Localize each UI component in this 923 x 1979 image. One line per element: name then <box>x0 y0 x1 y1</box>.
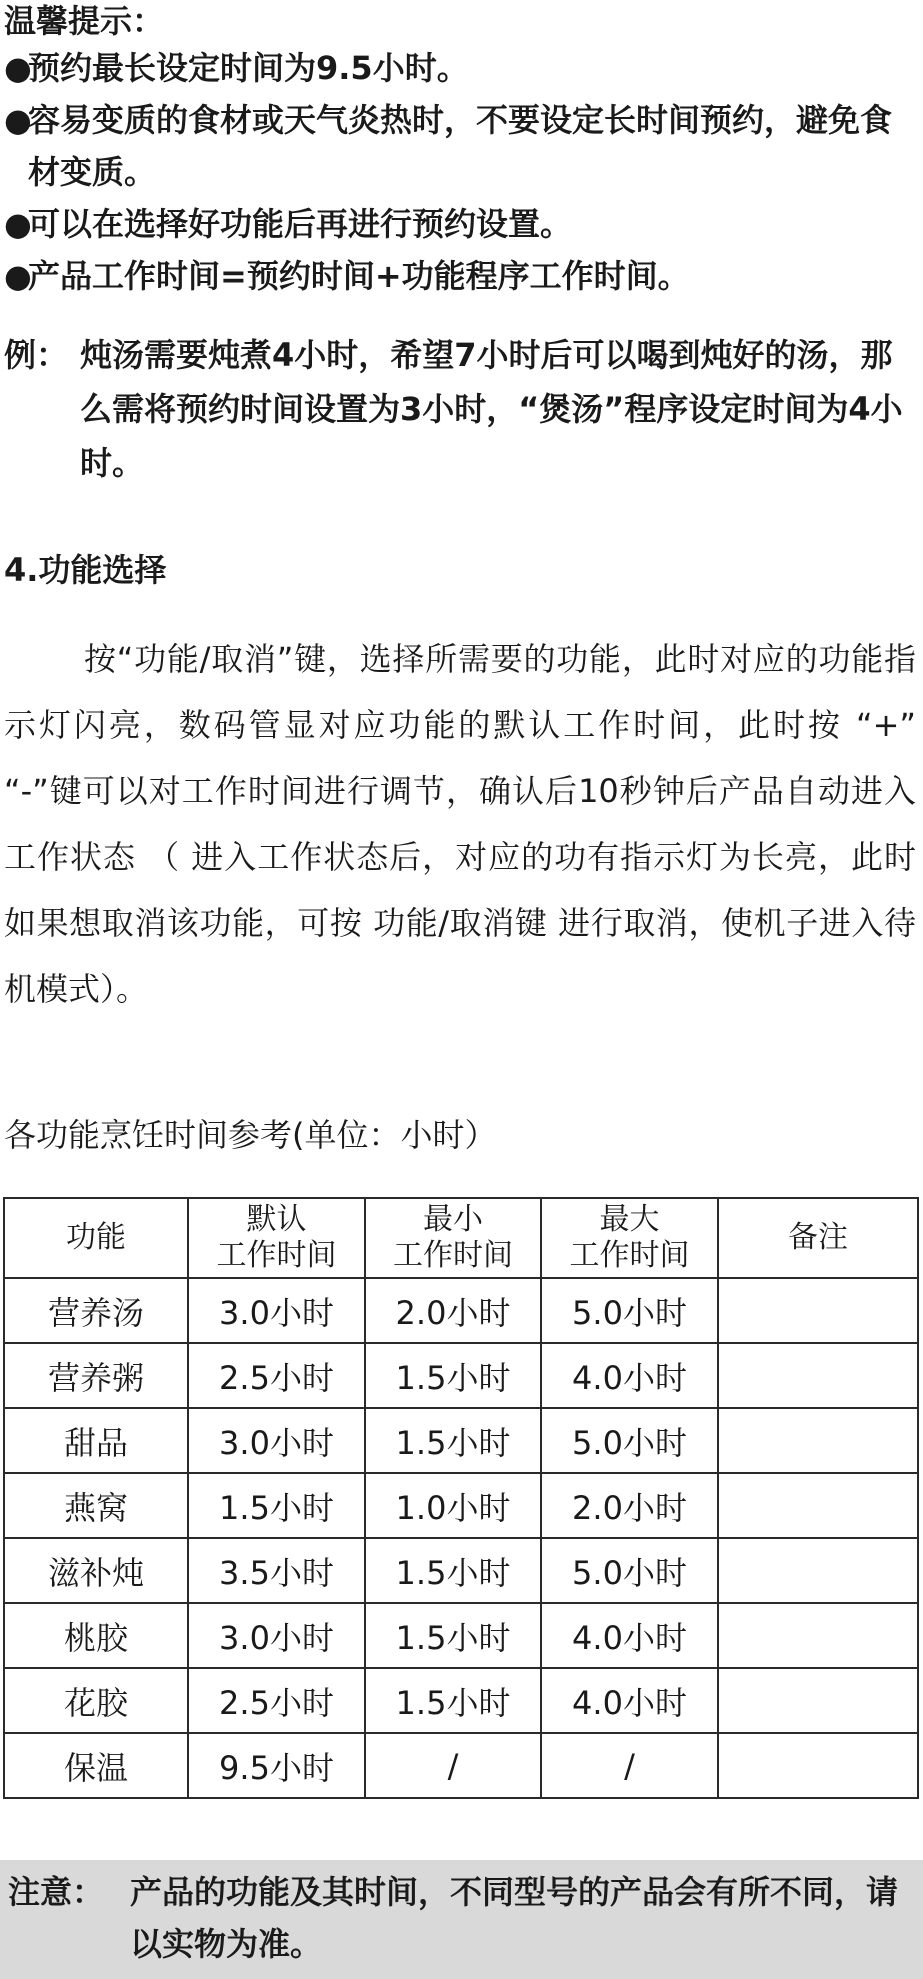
cell-default: 9.5小时 <box>188 1733 365 1798</box>
tip-text: 产品工作时间=预约时间+功能程序工作时间。 <box>28 257 690 295</box>
tip-item <box>4 198 919 250</box>
cell-min: / <box>365 1733 541 1798</box>
tips-title: 温馨提示： <box>4 2 165 40</box>
table-row <box>4 1408 918 1473</box>
header-min-time: 最小 工作时间 <box>365 1198 541 1278</box>
cell-default: 3.0小时 <box>188 1278 365 1343</box>
note-label: 注意： <box>8 1873 105 1911</box>
table-row <box>4 1538 918 1603</box>
tip-item <box>4 42 919 94</box>
cell-max: 5.0小时 <box>541 1538 718 1603</box>
cell-remark <box>718 1538 918 1603</box>
tip-text: 预约最长设定时间为9.5小时。 <box>28 49 469 87</box>
cell-function: 花胶 <box>4 1668 188 1733</box>
cell-function: 营养汤 <box>4 1278 188 1343</box>
cell-remark <box>718 1733 918 1798</box>
cell-min: 1.5小时 <box>365 1603 541 1668</box>
cell-min: 1.5小时 <box>365 1408 541 1473</box>
cell-max: 4.0小时 <box>541 1603 718 1668</box>
table-row <box>4 1278 918 1343</box>
cooking-time-table <box>3 1197 919 1799</box>
bullet-icon: ● <box>4 101 32 139</box>
bullet-icon: ● <box>4 205 32 243</box>
table-row <box>4 1603 918 1668</box>
cell-default: 2.5小时 <box>188 1668 365 1733</box>
cell-default: 3.5小时 <box>188 1538 365 1603</box>
table-row <box>4 1343 918 1408</box>
cell-default: 3.0小时 <box>188 1408 365 1473</box>
tips-block <box>4 0 919 302</box>
section-heading: 4.功能选择 <box>4 551 167 589</box>
cell-function: 营养粥 <box>4 1343 188 1408</box>
cell-remark <box>718 1278 918 1343</box>
cell-function: 甜品 <box>4 1408 188 1473</box>
cell-max: 2.0小时 <box>541 1473 718 1538</box>
tip-item <box>4 250 919 302</box>
cell-remark <box>718 1408 918 1473</box>
cell-remark <box>718 1473 918 1538</box>
table-row <box>4 1733 918 1798</box>
cell-remark <box>718 1603 918 1668</box>
cell-min: 1.5小时 <box>365 1538 541 1603</box>
tip-text: 容易变质的食材或天气炎热时，不要设定长时间预约，避免食材变质。 <box>28 101 893 191</box>
cell-min: 1.5小时 <box>365 1668 541 1733</box>
cell-max: 5.0小时 <box>541 1278 718 1343</box>
cell-default: 3.0小时 <box>188 1603 365 1668</box>
table-caption: 各功能烹饪时间参考(单位：小时） <box>4 1116 497 1154</box>
table-row <box>4 1473 918 1538</box>
cell-min: 1.0小时 <box>365 1473 541 1538</box>
section-description: 按“功能/取消”键，选择所需要的功能，此时对应的功能指示灯闪亮，数码管显对应功能的默认工作时间，此时按 “+” “-”键可以对工作时间进行调节，确认后10秒钟后产品自动进入工作状态 （ 进入工作状态后，对应的功有指示灯为长亮，此时如果想取消该功能，可按 功能/取消键 进行取消，使机子进入待机模式）。 <box>4 640 916 1008</box>
cell-min: 2.0小时 <box>365 1278 541 1343</box>
tip-item <box>4 94 919 198</box>
cell-max: 4.0小时 <box>541 1343 718 1408</box>
header-max-time: 最大 工作时间 <box>541 1198 718 1278</box>
example-block <box>4 328 919 490</box>
cell-remark <box>718 1668 918 1733</box>
header-function: 功能 <box>4 1198 188 1278</box>
cell-max: 5.0小时 <box>541 1408 718 1473</box>
cell-min: 1.5小时 <box>365 1343 541 1408</box>
cell-function: 燕窝 <box>4 1473 188 1538</box>
cell-default: 1.5小时 <box>188 1473 365 1538</box>
example-label: 例： <box>4 336 69 374</box>
example-text: 炖汤需要炖煮4小时，希望7小时后可以喝到炖好的汤，那么需将预约时间设置为3小时，“煲汤”程序设定时间为4小时。 <box>80 336 903 482</box>
cell-max: 4.0小时 <box>541 1668 718 1733</box>
table-row <box>4 1668 918 1733</box>
cell-remark <box>718 1343 918 1408</box>
bullet-icon: ● <box>4 49 32 87</box>
table-header-row <box>4 1198 918 1278</box>
cell-function: 桃胶 <box>4 1603 188 1668</box>
cell-function: 保温 <box>4 1733 188 1798</box>
cell-default: 2.5小时 <box>188 1343 365 1408</box>
note-block <box>8 1866 913 1970</box>
cell-max: / <box>541 1733 718 1798</box>
header-remark: 备注 <box>718 1198 918 1278</box>
cell-function: 滋补炖 <box>4 1538 188 1603</box>
bullet-icon: ● <box>4 257 32 295</box>
tip-text: 可以在选择好功能后再进行预约设置。 <box>28 205 573 243</box>
note-text: 产品的功能及其时间，不同型号的产品会有所不同，请以实物为准。 <box>130 1873 899 1963</box>
header-default-time: 默认 工作时间 <box>188 1198 365 1278</box>
